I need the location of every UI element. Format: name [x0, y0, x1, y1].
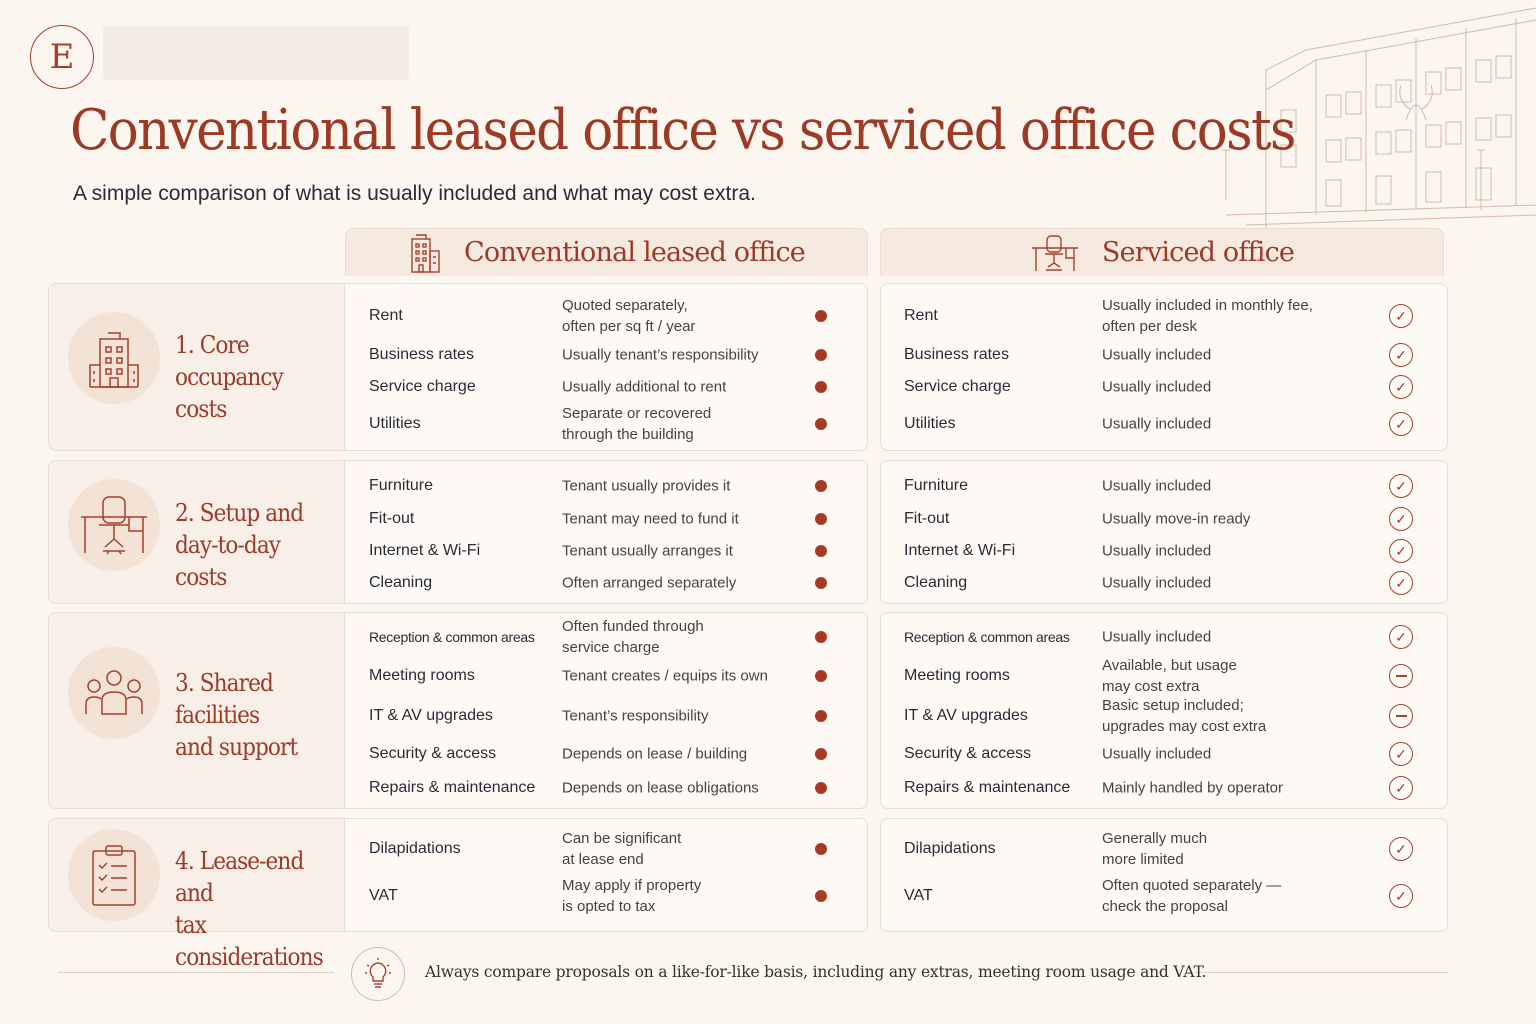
serviced-desc: Usually included	[1102, 378, 1212, 396]
conventional-desc: Often funded through service charge	[562, 618, 704, 656]
row-item: Dilapidations	[369, 840, 461, 857]
row-item: Reception & common areas	[369, 629, 535, 645]
check-circle-icon: ✓	[1389, 375, 1413, 399]
serviced-desc: Usually included	[1102, 346, 1212, 364]
page-subtitle: A simple comparison of what is usually included and what may cost extra.	[73, 182, 756, 205]
row-item: Security & access	[369, 745, 497, 762]
serviced-cells	[880, 283, 1448, 451]
check-circle-icon: ✓	[1389, 412, 1413, 436]
clipboard-checklist-icon	[68, 829, 160, 921]
row-item: Service charge	[369, 378, 476, 395]
column-header-serviced	[880, 228, 1444, 276]
check-circle-icon: ✓	[1389, 571, 1413, 595]
row-item: Utilities	[904, 415, 956, 432]
check-circle-icon: ✓	[1389, 304, 1413, 328]
extra-cost-dot	[815, 890, 827, 902]
logo-placeholder-strip	[103, 26, 409, 80]
extra-cost-dot	[815, 349, 827, 361]
logo-letter: E	[49, 37, 75, 77]
check-circle-icon: ✓	[1389, 776, 1413, 800]
conventional-desc: Tenant may need to fund it	[562, 510, 739, 528]
row-item: IT & AV upgrades	[904, 707, 1028, 724]
extra-cost-dot	[815, 381, 827, 393]
section-title: 1. Core occupancy costs	[175, 331, 283, 423]
row-item: Reception & common areas	[904, 629, 1070, 645]
serviced-desc: Usually included	[1102, 542, 1212, 560]
check-circle-icon: ✓	[1389, 884, 1413, 908]
row-item: Repairs & maintenance	[904, 779, 1071, 796]
extra-cost-dot	[815, 631, 827, 643]
row-item: Meeting rooms	[904, 667, 1010, 684]
row-item: Utilities	[369, 415, 421, 432]
row-item: Fit-out	[904, 510, 950, 527]
row-item: Service charge	[904, 378, 1011, 395]
extra-cost-dot	[815, 748, 827, 760]
conventional-desc: Tenant usually provides it	[562, 477, 731, 495]
check-circle-icon: ✓	[1389, 507, 1413, 531]
serviced-desc: Mainly handled by operator	[1102, 779, 1283, 797]
conventional-cells	[344, 283, 868, 451]
section-shared-facilities	[48, 612, 1448, 809]
row-item: Cleaning	[369, 574, 433, 591]
desk-chair-icon	[68, 479, 160, 571]
minus-circle-icon	[1389, 704, 1413, 728]
extra-cost-dot	[815, 310, 827, 322]
row-item: Security & access	[904, 745, 1032, 762]
row-item: IT & AV upgrades	[369, 707, 493, 724]
row-item: VAT	[904, 887, 933, 904]
brand-logo	[30, 25, 94, 89]
serviced-desc: Usually move-in ready	[1102, 510, 1251, 528]
check-circle-icon: ✓	[1389, 539, 1413, 563]
section-label-panel	[48, 818, 344, 971]
section-title: 4. Lease-end and tax considerations	[175, 847, 323, 971]
page-title: Conventional leased office vs serviced office costs	[70, 98, 1295, 163]
office-building-icon	[68, 312, 160, 404]
serviced-cells	[880, 612, 1448, 809]
check-circle-icon: ✓	[1389, 343, 1413, 367]
extra-cost-dot	[815, 710, 827, 722]
extra-cost-dot	[815, 670, 827, 682]
serviced-desc: Available, but usage may cost extra	[1102, 657, 1237, 695]
section-core-occupancy	[48, 283, 1448, 451]
column-title-conventional: Conventional leased office	[464, 237, 805, 268]
extra-cost-dot	[815, 418, 827, 430]
row-item: VAT	[369, 887, 398, 904]
row-item: Rent	[904, 307, 938, 324]
serviced-desc: Usually included	[1102, 415, 1212, 433]
conventional-cells	[344, 460, 868, 604]
serviced-desc: Basic setup included; upgrades may cost extra	[1102, 697, 1267, 735]
section-lease-end-tax	[48, 818, 1448, 971]
conventional-desc: Usually additional to rent	[562, 378, 727, 396]
section-label-panel	[48, 460, 344, 604]
extra-cost-dot	[815, 577, 827, 589]
check-circle-icon: ✓	[1389, 474, 1413, 498]
serviced-cells	[880, 818, 1448, 932]
check-circle-icon: ✓	[1389, 625, 1413, 649]
extra-cost-dot	[815, 843, 827, 855]
section-title: 3. Shared facilities and support	[175, 669, 298, 761]
extra-cost-dot	[815, 480, 827, 492]
row-item: Rent	[369, 307, 403, 324]
conventional-desc: Depends on lease obligations	[562, 779, 759, 797]
desk-chair-icon	[1030, 234, 1080, 272]
minus-circle-icon	[1389, 664, 1413, 688]
serviced-cells	[880, 460, 1448, 604]
section-label-panel	[48, 283, 344, 451]
section-setup-costs	[48, 460, 1448, 604]
serviced-desc: Usually included	[1102, 628, 1212, 646]
footer-note: Always compare proposals on a like-for-like basis, including any extras, meeting room usage and VAT.	[425, 963, 1207, 981]
row-item: Fit-out	[369, 510, 415, 527]
serviced-desc: Usually included in monthly fee, often per desk	[1102, 297, 1313, 335]
conventional-cells	[344, 612, 868, 809]
extra-cost-dot	[815, 545, 827, 557]
serviced-desc: Generally much more limited	[1102, 830, 1208, 868]
section-label-panel	[48, 612, 344, 809]
conventional-cells	[344, 818, 868, 932]
row-item: Business rates	[904, 346, 1009, 363]
row-item: Internet & Wi-Fi	[369, 542, 481, 559]
conventional-desc: Quoted separately, often per sq ft / year	[562, 297, 696, 335]
conventional-desc: Depends on lease / building	[562, 745, 748, 763]
lightbulb-icon	[351, 947, 405, 1001]
footer-divider-left	[58, 972, 334, 973]
row-item: Repairs & maintenance	[369, 779, 536, 796]
conventional-desc: Separate or recovered through the building	[562, 405, 712, 443]
people-group-icon	[68, 647, 160, 739]
check-circle-icon: ✓	[1389, 742, 1413, 766]
serviced-desc: Usually included	[1102, 477, 1212, 495]
row-item: Cleaning	[904, 574, 968, 591]
serviced-desc: Usually included	[1102, 745, 1212, 763]
serviced-desc: Usually included	[1102, 574, 1212, 592]
footer-divider-right	[1195, 972, 1448, 973]
conventional-desc: Can be significant at lease end	[562, 830, 682, 868]
row-item: Dilapidations	[904, 840, 996, 857]
row-item: Meeting rooms	[369, 667, 475, 684]
row-item: Internet & Wi-Fi	[904, 542, 1016, 559]
row-item: Business rates	[369, 346, 474, 363]
extra-cost-dot	[815, 782, 827, 794]
row-item: Furniture	[369, 477, 434, 494]
row-item: Furniture	[904, 477, 969, 494]
column-header-conventional	[345, 228, 868, 276]
check-circle-icon: ✓	[1389, 837, 1413, 861]
conventional-desc: Tenant usually arranges it	[562, 542, 733, 560]
section-title: 2. Setup and day-to-day costs	[175, 499, 304, 591]
office-tower-icon	[408, 233, 442, 273]
column-title-serviced: Serviced office	[1101, 237, 1295, 268]
conventional-desc: Usually tenant’s responsibility	[562, 346, 759, 364]
extra-cost-dot	[815, 513, 827, 525]
conventional-desc: Often arranged separately	[562, 574, 737, 592]
conventional-desc: May apply if property is opted to tax	[562, 877, 702, 915]
conventional-desc: Tenant creates / equips its own	[562, 667, 768, 685]
conventional-desc: Tenant’s responsibility	[562, 707, 709, 725]
serviced-desc: Often quoted separately — check the proposal	[1102, 877, 1282, 915]
